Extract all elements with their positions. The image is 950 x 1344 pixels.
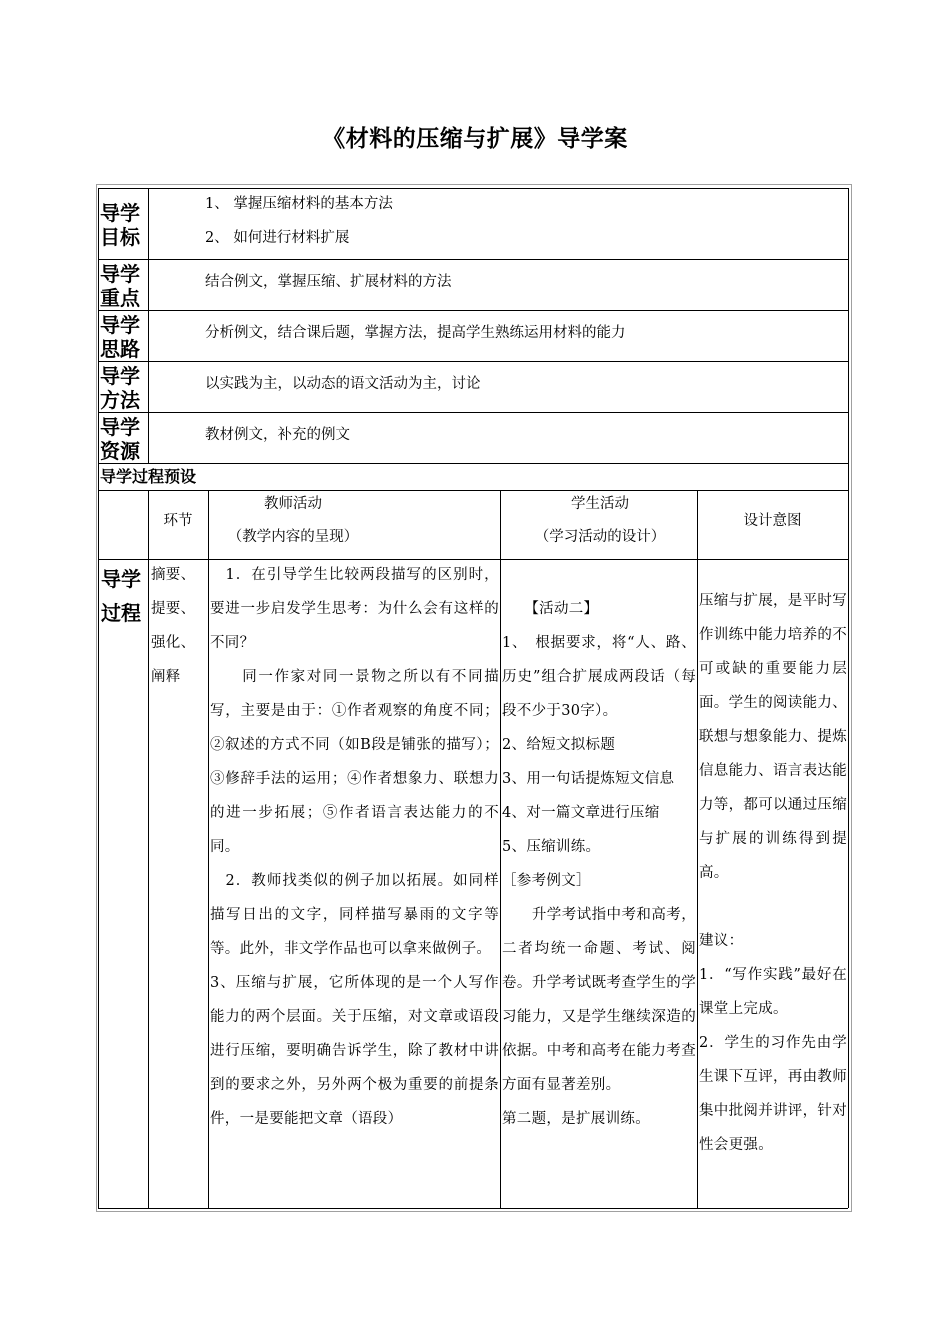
method-text: 以实践为主，以动态的语文活动为主，讨论 — [205, 376, 481, 392]
student-task: 4、对一篇文章进行压缩 — [502, 805, 660, 821]
method-label: 导学 方法 — [100, 364, 140, 412]
suggestion-item: 2．学生的习作先由学生课下互评，再由教师集中批阅并讲评，针对性会更强。 — [699, 1035, 847, 1153]
resource-label: 导学 资源 — [100, 415, 140, 463]
student-task: 3、用一句话提炼短文信息 — [502, 771, 675, 787]
process-label: 导学 过程 — [101, 567, 141, 625]
teacher-paragraph: 3、压缩与扩展，它所体现的是一个人写作能力的两个层面。关于压缩，对文章或语段进行压缩，要明确告诉学生，除了教材中讲到的要求之外，另外两个极为重要的前提条件，一是要能把文章（语段） — [210, 975, 499, 1127]
row-divider — [98, 463, 848, 464]
row-divider — [98, 310, 848, 311]
student-column-divider — [697, 490, 698, 1208]
label-column-divider — [148, 188, 149, 463]
process-column-divider — [148, 490, 149, 1208]
row-divider — [98, 259, 848, 260]
teacher-activity-header: 教师活动 （教学内容的呈现） — [227, 496, 359, 545]
table-border-right — [848, 188, 849, 1208]
process-section-title: 导学过程预设 — [100, 467, 197, 486]
design-intent-header: 设计意图 — [743, 513, 802, 529]
student-activity-content — [502, 592, 696, 1206]
reference-heading: ［参考例文］ — [502, 873, 591, 889]
reference-text: 升学考试指中考和高考，二者均统一命题、考试、阅卷。升学考试既考查学生的学习能力，又是学生继续深造的依据。中考和高考在能力考查方面有显著差别。 — [502, 907, 696, 1093]
teacher-paragraph: 1．在引导学生比较两段描写的区别时，要进一步启发学生思考：为什么会有这样的不同？ — [210, 567, 499, 651]
student-activity-header: 学生活动 （学习活动的设计） — [534, 496, 666, 545]
student-task: 5、压缩训练。 — [502, 839, 601, 855]
teacher-paragraph: 同一作家对同一景物之所以有不同描写，主要是由于：①作者观察的角度不同；②叙述的方式不同（如B段是铺张的描写）；③修辞手法的运用；④作者想象力、联想力的进一步拓展；⑤作者语言表达能力的不同。 — [210, 669, 499, 855]
goal-line: 2、 如何进行材料扩展 — [205, 230, 350, 246]
table-border-top — [98, 188, 848, 189]
student-activity-heading: 【活动二】 — [502, 601, 599, 617]
goal-line: 1、 掌握压缩材料的基本方法 — [205, 196, 393, 212]
stage-column-divider — [208, 490, 209, 1208]
goal-label: 导学 目标 — [100, 201, 140, 249]
row-divider — [98, 361, 848, 362]
stage-header: 环节 — [163, 513, 193, 529]
student-task: 第二题，是扩展训练。 — [502, 1111, 650, 1127]
teacher-activity-content — [210, 558, 499, 1206]
student-task: 2、给短文拟标题 — [502, 737, 616, 753]
table-border-left — [98, 188, 99, 1208]
focus-label: 导学 重点 — [100, 262, 140, 310]
focus-text: 结合例文，掌握压缩、扩展材料的方法 — [205, 274, 452, 290]
teacher-column-divider — [500, 490, 501, 1208]
design-intent-content — [699, 584, 847, 1206]
approach-text: 分析例文，结合课后题，掌握方法，提高学生熟练运用材料的能力 — [205, 325, 626, 341]
page-title: 《材料的压缩与扩展》导学案 — [322, 126, 628, 152]
design-paragraph: 压缩与扩展，是平时写作训练中能力培养的不可或缺的重要能力层面。学生的阅读能力、联想与想象能力、提炼信息能力、语言表达能力等，都可以通过压缩与扩展的训练得到提高。 — [699, 593, 847, 881]
table-border-bottom — [98, 1208, 848, 1209]
resource-text: 教材例文，补充的例文 — [205, 427, 350, 443]
stage-text: 摘要、 提要、 强化、 阐释 — [151, 567, 196, 685]
student-task: 1、 根据要求，将“人、路、历史”组合扩展成两段话（每段不少于30字）。 — [502, 635, 696, 719]
approach-label: 导学 思路 — [100, 313, 140, 361]
suggestion-item: 1．“写作实践”最好在课堂上完成。 — [699, 967, 847, 1017]
row-divider — [98, 412, 848, 413]
suggestion-heading: 建议： — [699, 933, 744, 949]
teacher-paragraph: 2．教师找类似的例子加以拓展。如同样描写日出的文字，同样描写暴雨的文字等等。此外，非文学作品也可以拿来做例子。 — [210, 873, 499, 957]
